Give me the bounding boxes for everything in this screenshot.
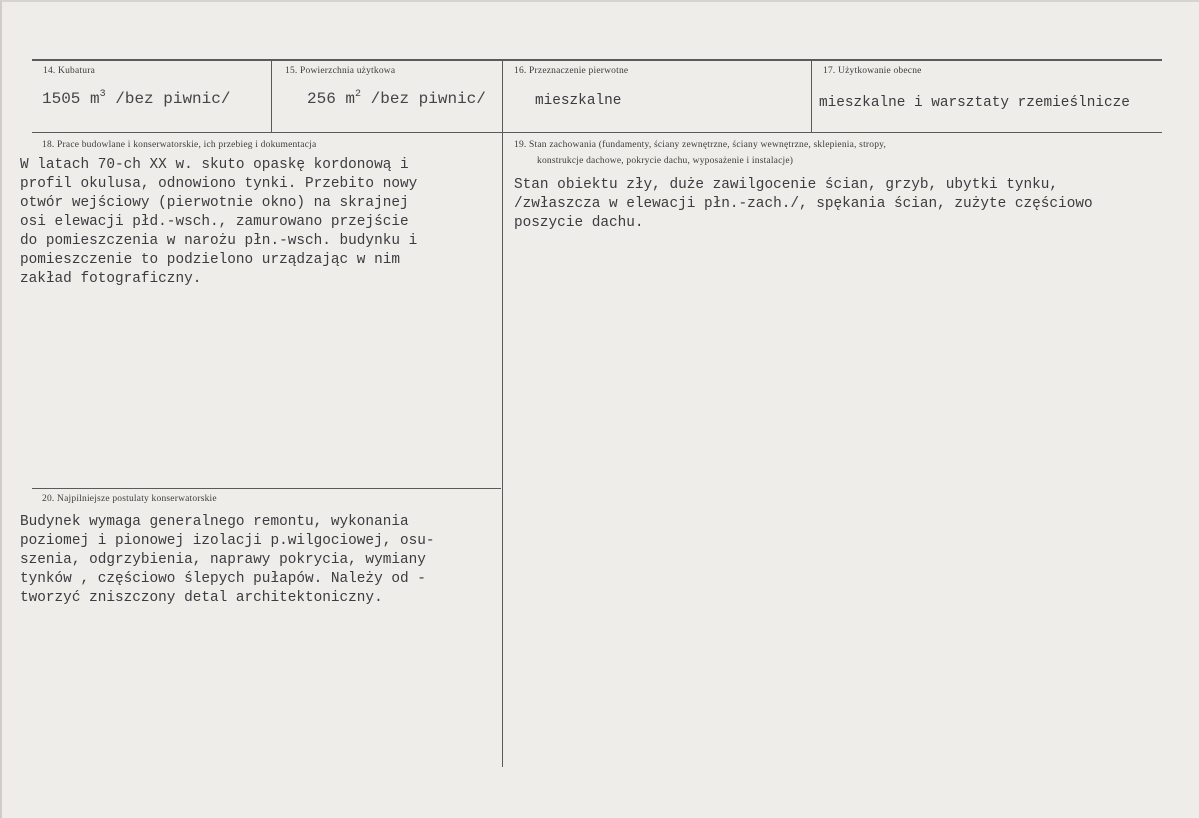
field20-label: 20. Najpilniejsze postulaty konserwatorskie [42,494,217,504]
field15-value [307,90,486,109]
top-rule [32,59,1162,61]
field15-exponent: 2 [355,89,362,100]
field19-label-line2: konstrukcje dachowe, pokrycie dachu, wyposażenie i instalacje) [537,156,794,166]
field20-text: Budynek wymaga generalnego remontu, wykonania poziomej i pionowej izolacji p.wilgociowej, osu- szenia, odgrzybienia, naprawy pokrycia, wymiany tynków , częściowo ślepych pułapów. Należy od - tworzyć zniszczony detal architektoniczny. [20,514,435,606]
col-divider-14-15 [271,60,272,132]
field19-label-line1: 19. Stan zachowania (fundamenty, ściany zewnętrzne, ściany wewnętrzne, sklepienia, stropy, [514,140,887,150]
field14-exponent: 3 [99,89,106,100]
field16-label: 16. Przeznaczenie pierwotne [514,66,629,76]
col-divider-15-16 [502,60,503,767]
field15-number: 256 [307,90,336,108]
field15-note: /bez piwnic/ [361,90,486,108]
row-divider-1 [32,132,1162,133]
field16-value: mieszkalne [535,93,622,109]
field14-unit: m [90,90,100,108]
col-divider-16-17 [811,60,812,132]
field19-text: Stan obiektu zły, duże zawilgocenie ścian, grzyb, ubytki tynku, /zwłaszcza w elewacji płn.-zach./, spękania ścian, zużyte częściowo poszycie dachu. [514,177,1093,231]
field14-label: 14. Kubatura [43,66,95,76]
field14-number: 1505 [42,90,81,108]
field20-top-rule [32,488,501,489]
field18-text: W latach 70-ch XX w. skuto opaskę kordonową i profil okulusa, odnowiono tynki. Przebito nowy otwór wejściowy (pierwotnie okno) na skrajnej osi elewacji płd.-wsch., zamurowano przejście do pomieszczenia w narożu płn.-wsch. budynku i pomieszczenie to podzielono urządzając w nim zakład fotograficzny. [20,157,418,287]
field15-unit: m [345,90,356,108]
field14-value [42,90,230,109]
field17-label: 17. Użytkowanie obecne [823,66,922,76]
field17-value: mieszkalne i warsztaty rzemieślnicze [819,95,1130,111]
field15-label: 15. Powierzchnia użytkowa [285,66,396,76]
field18-label: 18. Prace budowlane i konserwatorskie, ich przebieg i dokumentacja [42,140,317,150]
field14-note: /bez piwnic/ [105,90,231,108]
